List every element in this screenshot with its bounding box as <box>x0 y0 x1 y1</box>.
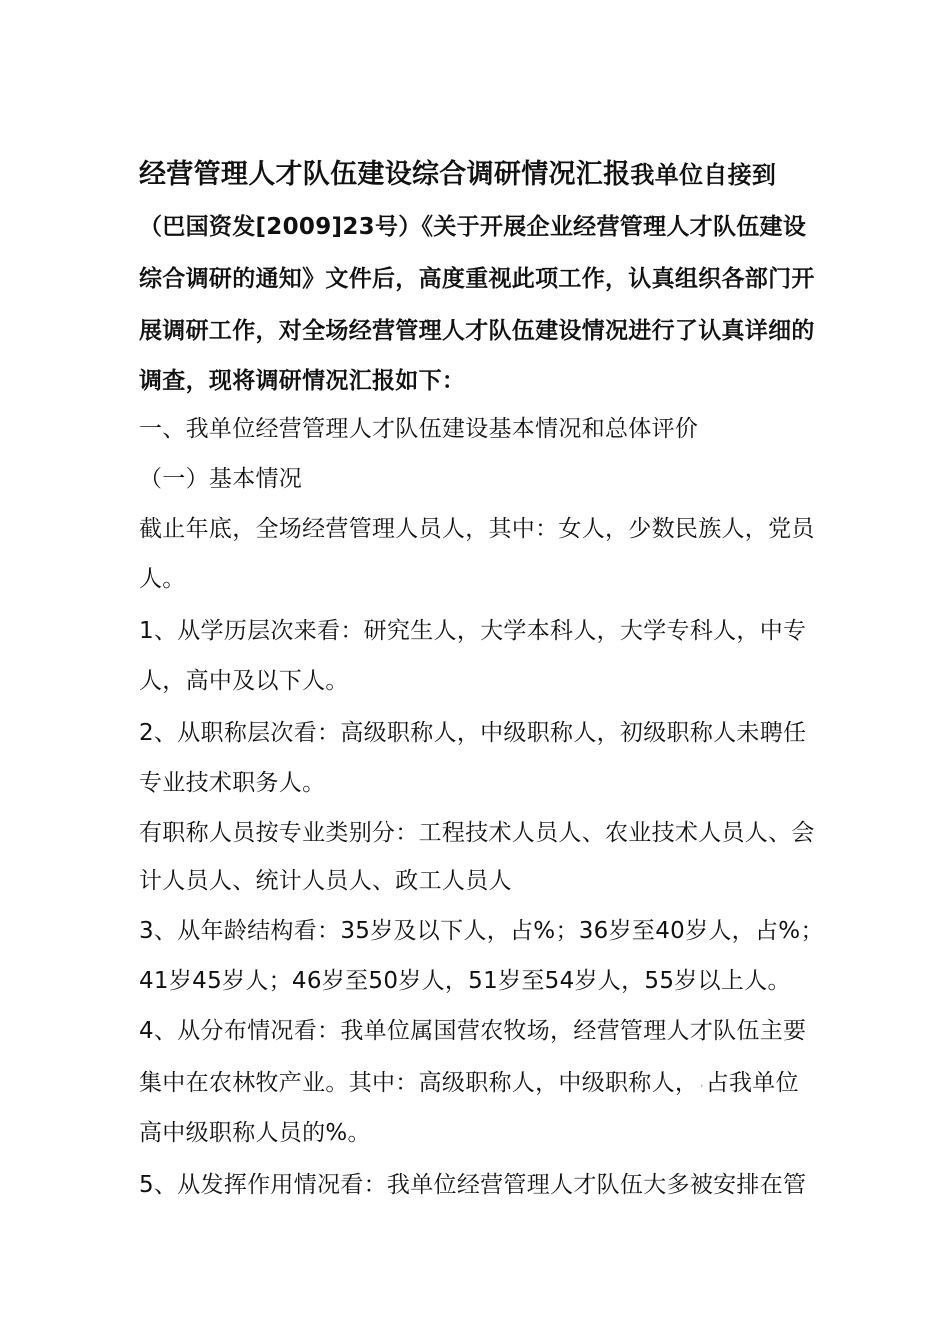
intro-line-4: 展调研工作，对全场经营管理人才队伍建设情况进行了认真详细的 <box>139 318 815 344</box>
paragraph-line-12 <box>139 1068 799 1099</box>
intro-line-1: 我单位自接到 <box>630 161 777 189</box>
paragraph-line-9: 3、从年龄结构看：35岁及以下人，占%；36岁至40岁人，占%； <box>139 918 824 944</box>
paragraph-line-2: 人。 <box>139 566 186 592</box>
paragraph-line-12-tail: 占我单位 <box>705 1070 799 1096</box>
paragraph-line-10: 41岁45岁人；46岁至50岁人，51岁至54岁人，55岁以上人。 <box>139 968 791 994</box>
paragraph-line-8: 计人员人、统计人员人、政工人员人 <box>139 868 512 894</box>
paragraph-line-5: 2、从职称层次看：高级职称人，中级职称人，初级职称人未聘任 <box>139 720 807 746</box>
paragraph-line-12-text: 集中在农林牧产业。其中：高级职称人，中级职称人， <box>139 1070 699 1096</box>
paragraph-line-14: 5、从发挥作用情况看：我单位经营管理人才队伍大多被安排在管 <box>139 1172 807 1198</box>
intro-line-3: 综合调研的通知》文件后，高度重视此项工作，认真组织各部门开 <box>139 266 815 292</box>
paragraph-line-3: 1、从学历层次来看：研究生人，大学本科人，大学专科人，中专 <box>139 618 807 644</box>
paragraph-line-7: 有职称人员按专业类别分：工程技术人员人、农业技术人员人、会 <box>139 820 815 846</box>
stray-mark: , <box>700 1077 704 1089</box>
section-1-heading: 一、我单位经营管理人才队伍建设基本情况和总体评价 <box>139 416 699 442</box>
intro-line-2: （巴国资发[2009]23号）《关于开展企业经营管理人才队伍建设 <box>139 214 807 240</box>
paragraph-line-1: 截止年底，全场经营管理人员人，其中：女人，少数民族人，党员 <box>139 516 815 542</box>
document-title: 经营管理人才队伍建设综合调研情况汇报 <box>139 159 631 190</box>
paragraph-line-11: 4、从分布情况看：我单位属国营农牧场，经营管理人才队伍主要 <box>139 1018 807 1044</box>
subsection-1-heading: （一）基本情况 <box>139 466 303 492</box>
paragraph-line-13: 高中级职称人员的%。 <box>139 1120 371 1146</box>
paragraph-line-4: 人，高中及以下人。 <box>139 668 349 694</box>
title-line <box>139 160 776 191</box>
paragraph-line-6: 专业技术职务人。 <box>139 770 326 796</box>
intro-line-5: 调查，现将调研情况汇报如下： <box>139 368 466 394</box>
